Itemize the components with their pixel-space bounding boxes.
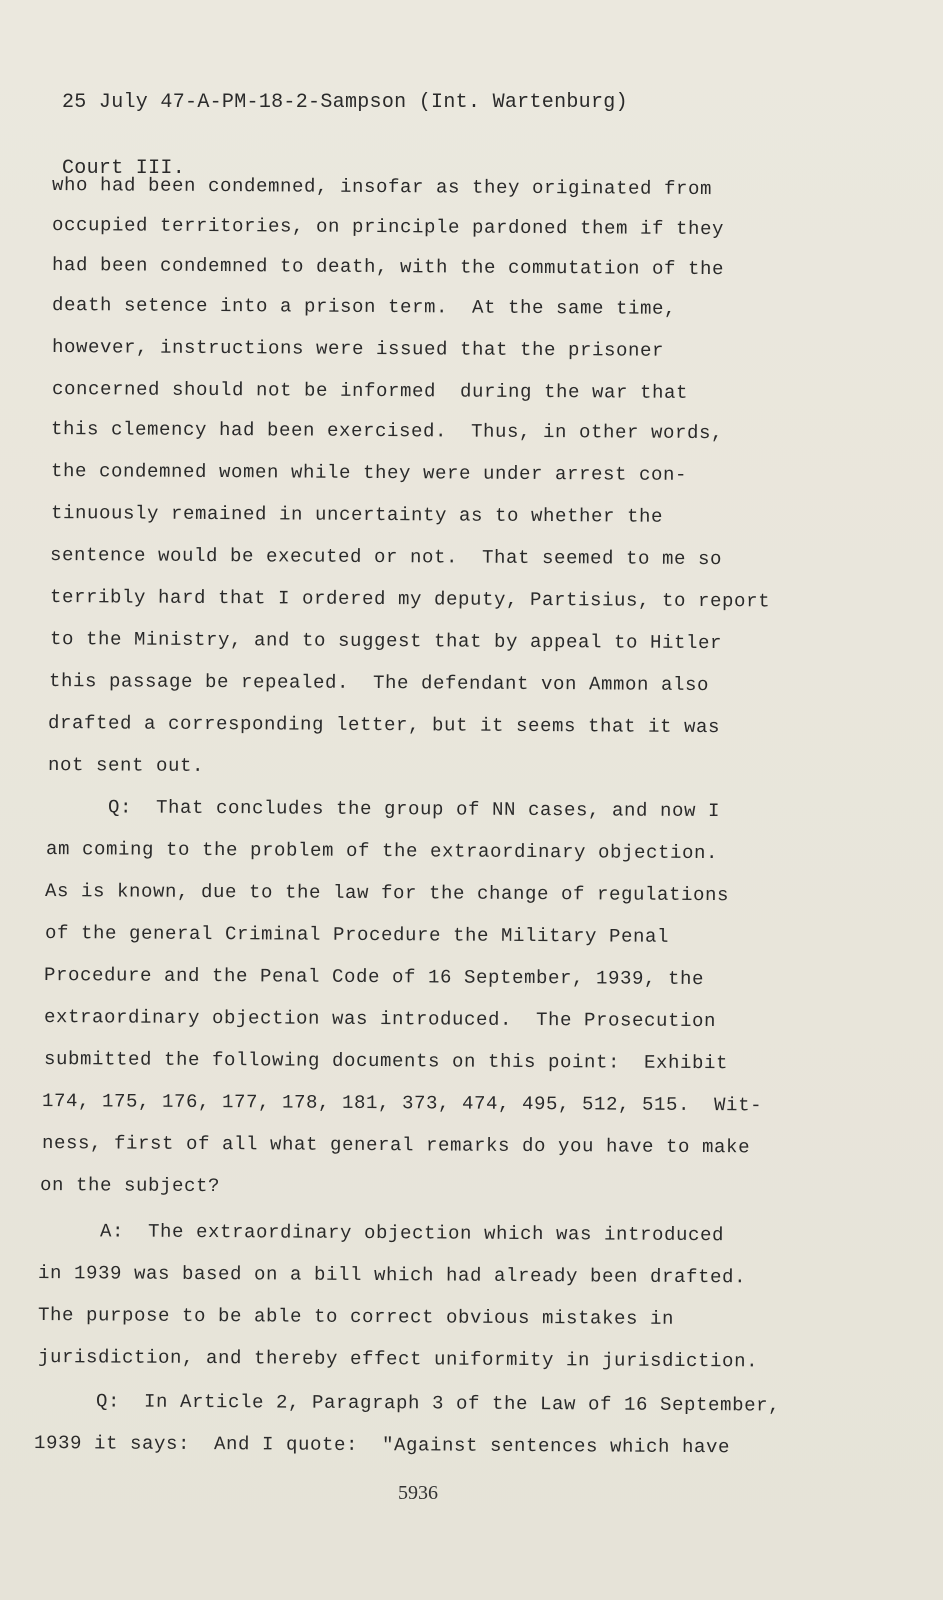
body-line: this passage be repealed. The defendant von Ammon also	[48, 670, 710, 697]
body-line: had been condemned to death, with the commutation of the	[51, 254, 725, 281]
header-line-1: 25 July 47-A-PM-18-2-Sampson (Int. Wartenburg)	[62, 91, 628, 114]
body-line: death setence into a prison term. At the same time,	[51, 294, 677, 320]
header-line-2: Court III.	[62, 157, 186, 180]
body-line: jurisdiction, and thereby effect uniformity in jurisdiction.	[37, 1346, 759, 1373]
body-line: occupied territories, on principle pardoned them if they	[51, 214, 725, 241]
body-line: terribly hard that I ordered my deputy, Partisius, to report	[49, 586, 771, 613]
body-line: to the Ministry, and to suggest that by appeal to Hitler	[49, 628, 723, 655]
body-line: 174, 175, 176, 177, 178, 181, 373, 474, 495, 512, 515. Wit-	[41, 1090, 763, 1117]
body-line: who had been condemned, insofar as they originated from	[51, 174, 713, 201]
body-line: tinuously remained in uncertainty as to whether the	[50, 502, 664, 528]
body-line: ness, first of all what general remarks do you have to make	[41, 1132, 751, 1159]
page-number: 5936	[398, 1482, 438, 1504]
body-line: am coming to the problem of the extraordinary objection.	[45, 838, 719, 865]
body-line: 1939 it says: And I quote: "Against sentences which have	[33, 1432, 731, 1459]
body-line: concerned should not be informed during the war that	[51, 378, 689, 404]
body-line: however, instructions were issued that the prisoner	[51, 336, 665, 362]
body-line: Q: That concludes the group of NN cases, and now I	[47, 796, 721, 823]
body-line: the condemned women while they were under arrest con-	[50, 460, 688, 486]
body-line: this clemency had been exercised. Thus, in other words,	[50, 418, 724, 445]
body-line: of the general Criminal Procedure the Military Penal	[44, 922, 670, 948]
body-line: The purpose to be able to correct obvious mistakes in	[37, 1304, 675, 1330]
body-line: A: The extraordinary objection which was introduced	[39, 1220, 725, 1247]
body-line: in 1939 was based on a bill which had already been drafted.	[37, 1262, 747, 1289]
body-line: drafted a corresponding letter, but it seems that it was	[47, 712, 721, 739]
body-line: not sent out.	[47, 754, 205, 777]
body-line: Procedure and the Penal Code of 16 September, 1939, the	[43, 964, 705, 991]
body-line: on the subject?	[39, 1174, 221, 1198]
body-line: As is known, due to the law for the change of regulations	[44, 880, 730, 907]
body-line: sentence would be executed or not. That seemed to me so	[49, 544, 723, 571]
body-line: extraordinary objection was introduced. The Prosecution	[43, 1006, 717, 1033]
body-line: submitted the following documents on this point: Exhibit	[43, 1048, 729, 1075]
body-line: Q: In Article 2, Paragraph 3 of the Law of 16 September,	[35, 1390, 781, 1417]
